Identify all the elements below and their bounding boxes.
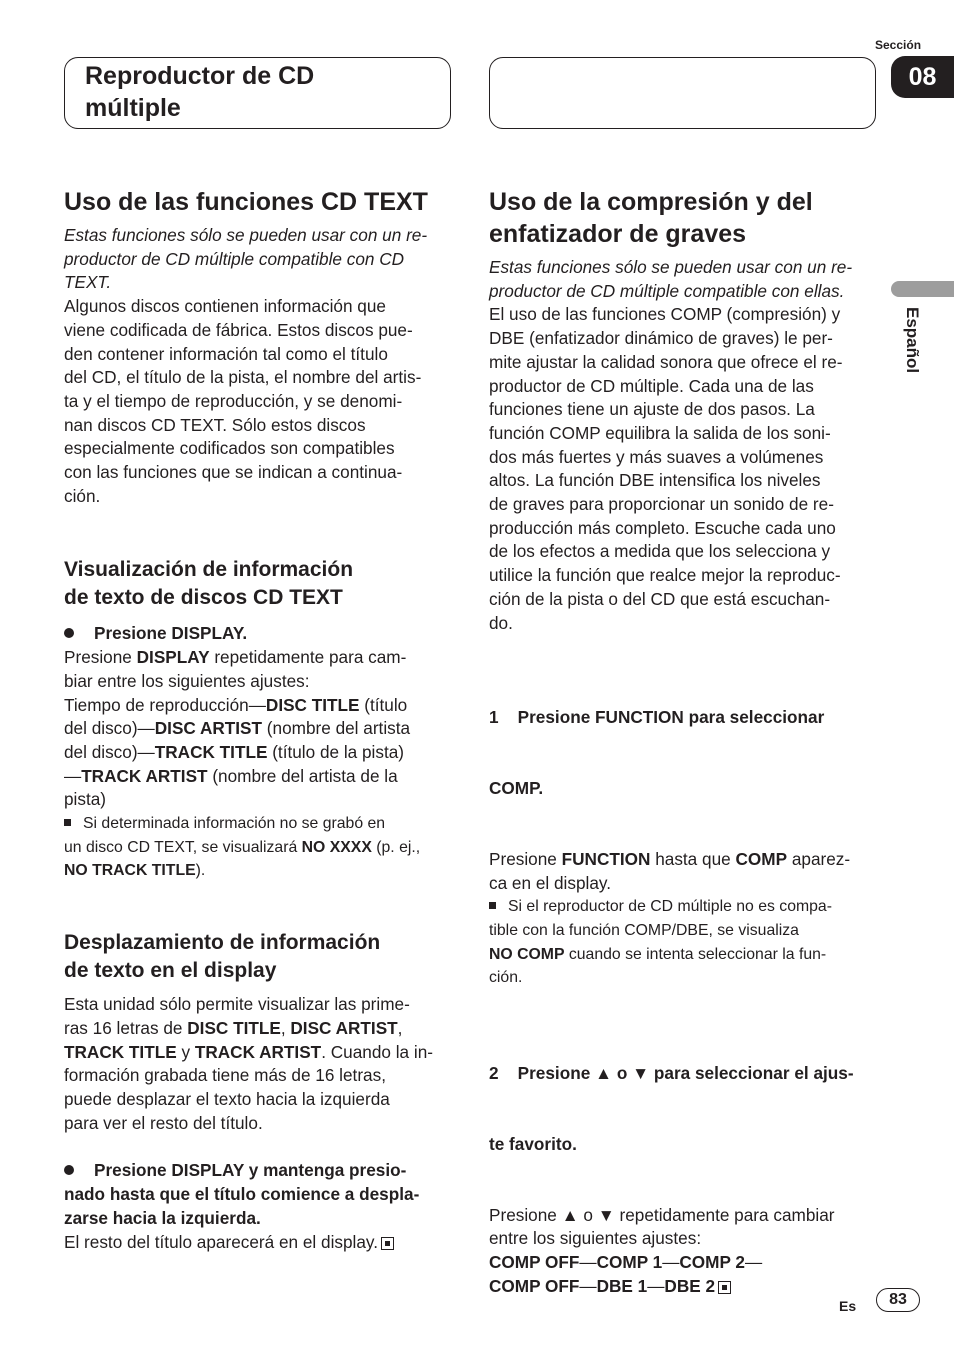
line: El resto del título aparecerá en el display. [64, 1231, 456, 1255]
language-label: Español [903, 307, 922, 374]
line: del disco)—DISC ARTIST (nombre del artista [64, 718, 411, 739]
page-number: 83 [876, 1288, 920, 1312]
bullet-step: Presione DISPLAY. [64, 622, 456, 646]
line: —TRACK ARTIST (nombre del artista de la [64, 765, 398, 786]
footer-lang-code: Es [839, 1298, 857, 1314]
subheading-visualizacion: Visualización de información de texto de discos CD TEXT [64, 558, 354, 610]
line: para ver el resto del título. [64, 1112, 263, 1133]
line: pista) [64, 789, 107, 810]
language-tab [891, 281, 954, 297]
step-1-heading: 1 Presione FUNCTION para seleccionar COMP. [489, 706, 825, 798]
subheading-desplazamiento: Desplazamiento de información de texto en el display [64, 931, 381, 983]
line: entre los siguientes ajustes: [489, 1228, 702, 1249]
left-column [64, 186, 456, 1254]
intro-paragraph: Algunos discos contienen información que viene codificada de fábrica. Estos discos pue- den contener información tal como el título del CD, el título de la pista, el nombre del artis- ta y el tiempo de reproducción, y se denomi- nan discos CD TEXT. Sólo estos discos especialmente codificados son compatibles con las funciones que se indican a continua- ción. [64, 296, 422, 506]
line: formación grabada tiene más de 16 letras, [64, 1065, 386, 1086]
step-2-heading: 2 Presione ▲ o ▼ para seleccionar el ajus- te favorito. [489, 1062, 854, 1154]
line: Tiempo de reproducción—DISC TITLE (título [64, 694, 408, 715]
settings-sequence: COMP OFF—COMP 1—COMP 2— [489, 1252, 763, 1273]
note: Si el reproductor de CD múltiple no es compa- tible con la función COMP/DBE, se visualiza NO COMP cuando se intenta seleccionar la fun- ción. [489, 898, 832, 987]
line: biar entre los siguientes ajustes: [64, 670, 310, 691]
header-title: Reproductor de CD múltiple [85, 62, 315, 122]
line: ras 16 letras de DISC TITLE, DISC ARTIST, [64, 1017, 403, 1038]
line: ca en el display. [489, 872, 611, 893]
intro-italic: Estas funciones sólo se pueden usar con un re- productor de CD múltiple compatible con CD TEXT. [64, 225, 428, 293]
line: Esta unidad sólo permite visualizar las prime- [64, 994, 410, 1015]
right-column [489, 186, 881, 1299]
end-mark-icon [381, 1237, 394, 1250]
section-heading-compresion: Uso de la compresión y del enfatizador de graves [489, 188, 813, 248]
line: Presione ▲ o ▼ repetidamente para cambiar [489, 1204, 835, 1225]
intro-italic: Estas funciones sólo se pueden usar con un re- productor de CD múltiple compatible con ellas. [489, 257, 853, 301]
line: Presione FUNCTION hasta que COMP aparez- [489, 848, 851, 869]
note-square-icon [489, 902, 496, 909]
section-number: 08 [891, 56, 954, 98]
note: Si determinada información no se grabó en un disco CD TEXT, se visualizará NO XXXX (p. ej., NO TRACK TITLE). [64, 815, 421, 880]
bullet-dot-icon [64, 628, 74, 638]
bullet-dot-icon [64, 1165, 74, 1175]
section-label: Sección [875, 38, 922, 52]
settings-sequence: COMP OFF—DBE 1—DBE 2 [489, 1275, 881, 1299]
line: puede desplazar el texto hacia la izquierda [64, 1088, 390, 1109]
header-empty-box [489, 57, 876, 129]
bullet-step: Presione DISPLAY y mantenga presio- nado hasta que el título comience a despla- zarse hacia la izquierda. [64, 1160, 420, 1228]
end-mark-icon [718, 1281, 731, 1294]
line: TRACK TITLE y TRACK ARTIST. Cuando la in- [64, 1041, 433, 1062]
note-square-icon [64, 819, 71, 826]
intro-paragraph: El uso de las funciones COMP (compresión) y DBE (enfatizador dinámico de graves) le per- mite ajustar la calidad sonora que ofrece el re- productor de CD múltiple. Cada una de las funciones tiene un ajuste de dos pasos. La función COMP equilibra la salida de los soni- dos más fuertes y más suaves a volúmenes altos. La función DBE intensifica los niveles de graves para proporcionar un sonido de re- producción más completo. Escuche cada uno de los efectos a medida que los selecciona y utilice la función que realce mejor la reproduc- ción de la pista o del CD que está escuchan- do. [489, 304, 843, 633]
line: Presione DISPLAY repetidamente para cam- [64, 647, 407, 668]
line: del disco)—TRACK TITLE (título de la pista) [64, 741, 405, 762]
section-heading-cd-text: Uso de las funciones CD TEXT [64, 188, 428, 216]
